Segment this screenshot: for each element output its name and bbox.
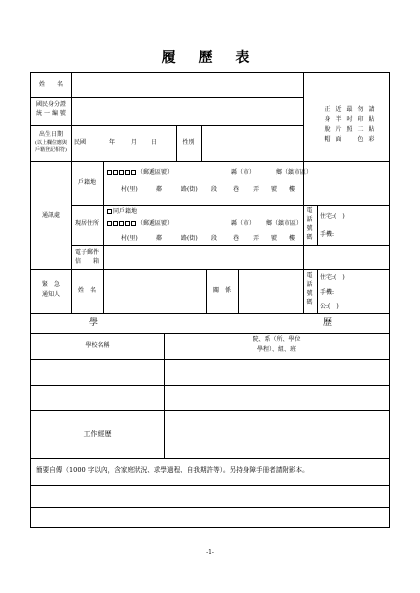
line	[103, 269, 104, 313]
photo-col2: 勿印二色	[357, 106, 364, 143]
line	[31, 458, 389, 459]
line	[31, 161, 389, 162]
emergency-label-line2: 通知人	[41, 291, 60, 298]
page-title: 履 歷 表	[161, 50, 259, 66]
line	[71, 245, 389, 246]
photo-col1: 請貼貼彩	[368, 106, 375, 143]
current-mobile: 手機:	[320, 231, 335, 238]
household-county: 縣（市）	[231, 169, 256, 176]
birth-era: 民國	[74, 139, 87, 146]
photo-col7: 脫帽	[324, 126, 331, 143]
current-home-phone: 住宅:( )	[320, 213, 345, 220]
photo-col3: 最吋照	[346, 106, 353, 133]
household-section: 段	[211, 186, 218, 193]
same-as-household-checkbox[interactable]: 同戶籍地	[107, 208, 137, 216]
emergency-home-phone: 住宅:( )	[320, 274, 345, 281]
resume-form	[30, 72, 390, 528]
household-lane: 巷	[233, 186, 240, 193]
household-township: 鄉（鎮市區）	[276, 169, 313, 176]
line	[201, 125, 202, 161]
id-label-line2: 統 一 編 號	[36, 110, 66, 117]
photo-col6: 面	[335, 136, 342, 143]
line	[103, 161, 104, 269]
line	[31, 507, 389, 508]
current-county: 縣（市）	[231, 220, 256, 227]
household-village: 村(里)	[121, 186, 138, 193]
current-no: 號	[271, 235, 278, 242]
line	[31, 269, 389, 270]
birth-label: 出生日期	[38, 131, 63, 138]
dept-label-line2: 學程）、組、班	[256, 346, 296, 353]
birth-year: 年	[109, 139, 116, 146]
emergency-phone-col: 電話號碼	[306, 272, 313, 306]
page-number: -1-	[206, 549, 214, 556]
current-phone-col: 電話號碼	[306, 207, 313, 241]
birth-note-line2: 戶籍登記相符)	[35, 147, 67, 153]
household-label: 戶籍地	[77, 179, 96, 186]
line	[31, 410, 389, 411]
household-alley: 弄	[253, 186, 260, 193]
gender-label: 性別	[182, 139, 195, 146]
emergency-relation-label: 關 係	[212, 287, 231, 294]
emergency-label-line1: 緊 急	[41, 281, 60, 288]
line	[31, 485, 389, 486]
line	[303, 73, 304, 313]
current-section: 段	[211, 235, 218, 242]
emergency-name-label: 姓 名	[77, 287, 96, 294]
line	[31, 359, 389, 360]
current-floor: 樓	[289, 235, 296, 242]
current-neighbor: 鄰	[156, 235, 163, 242]
household-road: 路(街)	[181, 186, 198, 193]
birth-note-line1: (以上欄位應與	[35, 140, 67, 146]
education-header-right: 歷	[323, 318, 333, 328]
current-alley: 弄	[253, 235, 260, 242]
line	[71, 205, 389, 206]
line	[31, 333, 389, 334]
school-name-label: 學校名稱	[85, 342, 110, 349]
line	[317, 269, 318, 313]
current-lane: 巷	[233, 235, 240, 242]
photo-col4: 近半片	[335, 106, 342, 133]
id-label-line1: 國民身分證	[35, 101, 66, 108]
household-no: 號	[271, 186, 278, 193]
household-floor: 樓	[289, 186, 296, 193]
birth-month: 月	[131, 139, 138, 146]
name-label: 姓 名	[38, 81, 63, 88]
bio-label: 簡要自傳（1000 字以內，含家庭狀況、求學過程、自我期許等）。另持身障手冊者請附影本。	[36, 466, 309, 474]
line	[71, 73, 72, 313]
address-section-label: 通訊處	[41, 212, 60, 219]
current-postal: （郵遞區號）	[107, 220, 173, 228]
line	[317, 205, 318, 245]
current-village: 村(里)	[121, 235, 138, 242]
photo-col5: 正身	[324, 106, 331, 123]
work-history-label: 工作經歷	[83, 430, 112, 438]
emergency-mobile: 手機:	[320, 289, 335, 296]
line	[238, 269, 239, 313]
birth-day: 日	[151, 139, 158, 146]
current-township: 鄉（鎮市區）	[266, 220, 303, 227]
emergency-office: 公:( )	[320, 303, 339, 310]
education-header-left: 學	[89, 318, 99, 328]
current-road: 路(街)	[181, 235, 198, 242]
email-label-line2: 信 箱	[74, 258, 99, 265]
line	[31, 385, 389, 386]
line	[303, 205, 304, 245]
household-neighbor: 鄰	[156, 186, 163, 193]
dept-label-line1: 院、系（所、學位	[252, 336, 301, 343]
email-label-line1: 電子郵件	[74, 249, 99, 256]
line	[31, 313, 389, 314]
current-label: 現居住所	[74, 220, 99, 227]
household-postal: （郵遞區號）	[107, 169, 173, 177]
